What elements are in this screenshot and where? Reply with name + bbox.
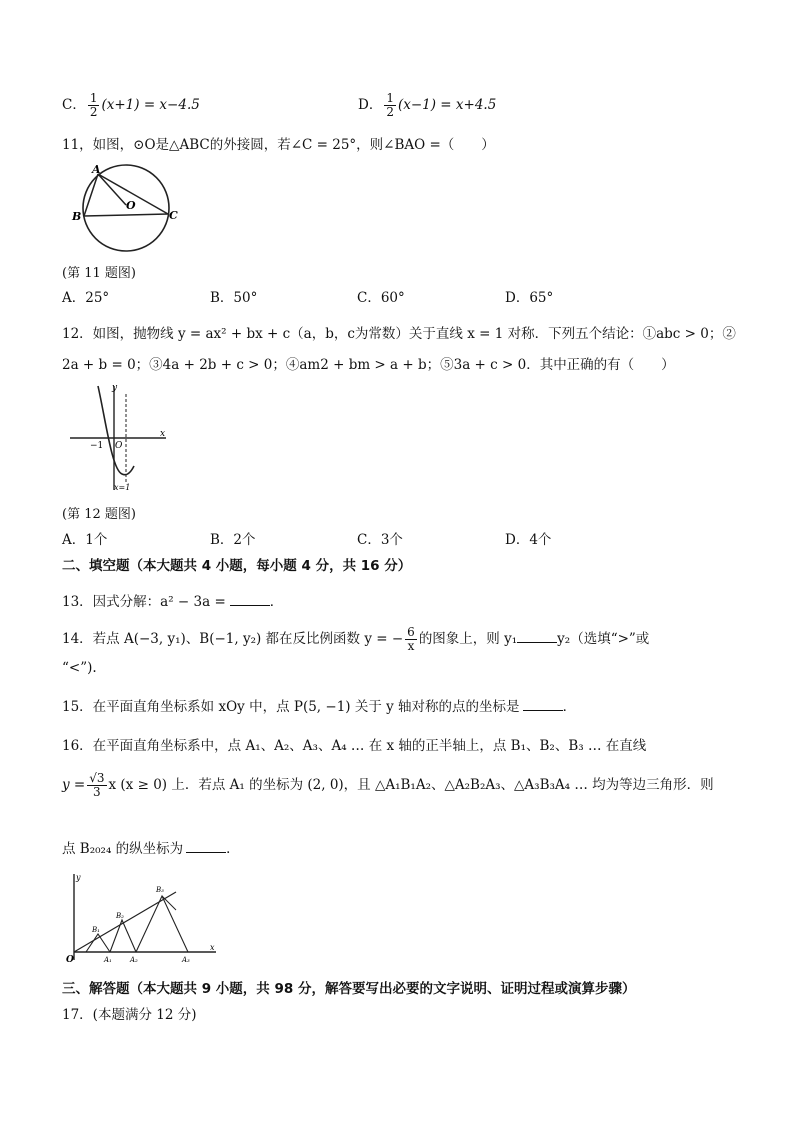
q11-option-b: B．50° bbox=[210, 290, 258, 306]
q12-label-y: y bbox=[112, 383, 118, 393]
section-2-heading: 二、填空题（本大题共 4 小题，每小题 4 分，共 16 分） bbox=[62, 558, 412, 574]
q15: 15．在平面直角坐标系如 xOy 中，点 P(5, −1) 关于 y 轴对称的点的坐标是 ． bbox=[62, 699, 577, 715]
q16-label-x: x bbox=[210, 943, 215, 952]
q16-label-y: y bbox=[76, 873, 81, 882]
q16-extension bbox=[162, 896, 176, 910]
q12-caption: (第 12 题图) bbox=[62, 507, 136, 522]
q12-label-symmetry: x=1 bbox=[114, 483, 131, 492]
q11-option-a: A．25° bbox=[62, 290, 110, 306]
q12-option-d: D．4个 bbox=[505, 532, 552, 548]
q11-line-bc bbox=[84, 214, 168, 216]
q12-parabola-figure bbox=[68, 382, 172, 494]
q16-line2-pre: y = bbox=[62, 777, 86, 793]
q10-option-c bbox=[62, 92, 200, 119]
q16-answer-blank[interactable] bbox=[186, 840, 226, 853]
q10-option-d-label: D． bbox=[358, 97, 383, 113]
q11-label-o: O bbox=[126, 199, 136, 212]
q12-parabola-curve bbox=[98, 386, 134, 475]
q11-option-c: C．60° bbox=[357, 290, 405, 306]
q16-line3-text: 点 B₂₀₂₄ 的纵坐标为 bbox=[62, 841, 184, 857]
q16-label-a2: A₂ bbox=[130, 956, 138, 964]
q16-line-y-eq bbox=[74, 892, 176, 952]
q16-label-b2: B₂ bbox=[116, 912, 124, 920]
q14-part3: y₂（选填“>”或 bbox=[557, 631, 650, 647]
q10-option-c-fraction: $\frac{1}{2}$ bbox=[89, 91, 98, 119]
q11-line-ao bbox=[98, 174, 126, 205]
q16-label-b3: B₃ bbox=[156, 886, 164, 894]
q15-answer-blank[interactable] bbox=[523, 698, 563, 711]
q12-label-neg1: −1 bbox=[90, 441, 104, 451]
q16-triangle-3 bbox=[136, 896, 188, 952]
q16-label-a1: A₁ bbox=[104, 956, 112, 964]
q12-stem-line1: 12．如图，抛物线 y = ax² + bx + c（a，b，c为常数）关于直线 x = 1 对称．下列五个结论：①abc > 0；② bbox=[62, 326, 736, 342]
q15-text: 15．在平面直角坐标系如 xOy 中，点 P(5, −1) 关于 y 轴对称的点的坐标是 bbox=[62, 699, 520, 715]
q10-option-d-fraction: $\frac{1}{2}$ bbox=[386, 91, 394, 119]
q12-option-a: A．1个 bbox=[62, 532, 108, 548]
q14-fraction: $\frac{6}{x}$ bbox=[407, 625, 415, 653]
q14-part1: 14．若点 A(−3, y₁)、B(−1, y₂) 都在反比例函数 y = − bbox=[62, 631, 404, 647]
q10-option-c-expr: (x+1) = x−4.5 bbox=[101, 97, 200, 113]
section-3-heading: 三、解答题（本大题共 9 小题，共 98 分，解答要写出必要的文字说明、证明过程或演算步骤） bbox=[62, 981, 636, 997]
q11-label-a: A bbox=[92, 163, 101, 176]
q11-caption: (第 11 题图) bbox=[62, 266, 136, 281]
q13-answer-blank[interactable] bbox=[230, 593, 270, 606]
q16-triangle-2 bbox=[110, 920, 136, 952]
q14-answer-blank[interactable] bbox=[517, 630, 557, 643]
q12-label-o: O bbox=[115, 441, 123, 451]
q17-heading: 17．(本题满分 12 分) bbox=[62, 1007, 197, 1023]
q16-line2-post: x (x ≥ 0) 上．若点 A₁ 的坐标为 (2, 0)，且 △A₁B₁A₂、△A₂B₂A₃、△A₃B₃A₄ … 均为等边三角形．则 bbox=[108, 777, 714, 793]
q11-line-ab bbox=[84, 174, 98, 216]
q11-circle-figure bbox=[68, 158, 180, 254]
q10-option-d bbox=[358, 92, 496, 119]
q12-stem-line2: 2a + b = 0；③4a + 2b + c > 0；④am2 + bm > a + b；⑤3a + c > 0．其中正确的有（ ） bbox=[62, 357, 675, 373]
q16-label-o: O bbox=[66, 955, 74, 965]
q11-option-d: D．65° bbox=[505, 290, 554, 306]
q14-part2: 的图象上，则 y₁ bbox=[418, 631, 518, 647]
q14-line1 bbox=[62, 626, 649, 653]
q16-label-b1: B₁ bbox=[92, 926, 100, 934]
q16-line3: 点 B₂₀₂₄ 的纵坐标为 ． bbox=[62, 841, 240, 857]
q16-triangles-figure bbox=[64, 868, 224, 968]
q16-label-a3: A₃ bbox=[182, 956, 190, 964]
q10-option-d-expr: (x−1) = x+4.5 bbox=[397, 97, 497, 113]
q11-label-c: C bbox=[169, 209, 178, 222]
q11-label-b: B bbox=[72, 210, 82, 223]
q13-text: 13．因式分解：a² − 3a = bbox=[62, 594, 226, 610]
q11-stem: 11，如图，⊙O是△ABC的外接圆，若∠C = 25°，则∠BAO =（ ） bbox=[62, 137, 495, 153]
q12-label-x: x bbox=[160, 429, 166, 439]
q12-option-c: C．3个 bbox=[357, 532, 403, 548]
q13: 13．因式分解：a² − 3a = ． bbox=[62, 594, 284, 610]
q16-fraction: $\frac{√3}{3}$ bbox=[89, 771, 105, 799]
q12-option-b: B．2个 bbox=[210, 532, 256, 548]
q10-option-c-label: C． bbox=[62, 97, 86, 113]
q16-line1: 16．在平面直角坐标系中，点 A₁、A₂、A₃、A₄ … 在 x 轴的正半轴上，点 B₁、B₂、B₃ … 在直线 bbox=[62, 738, 647, 754]
q16-line2 bbox=[62, 772, 714, 799]
q14-line2: “<”). bbox=[62, 660, 97, 676]
